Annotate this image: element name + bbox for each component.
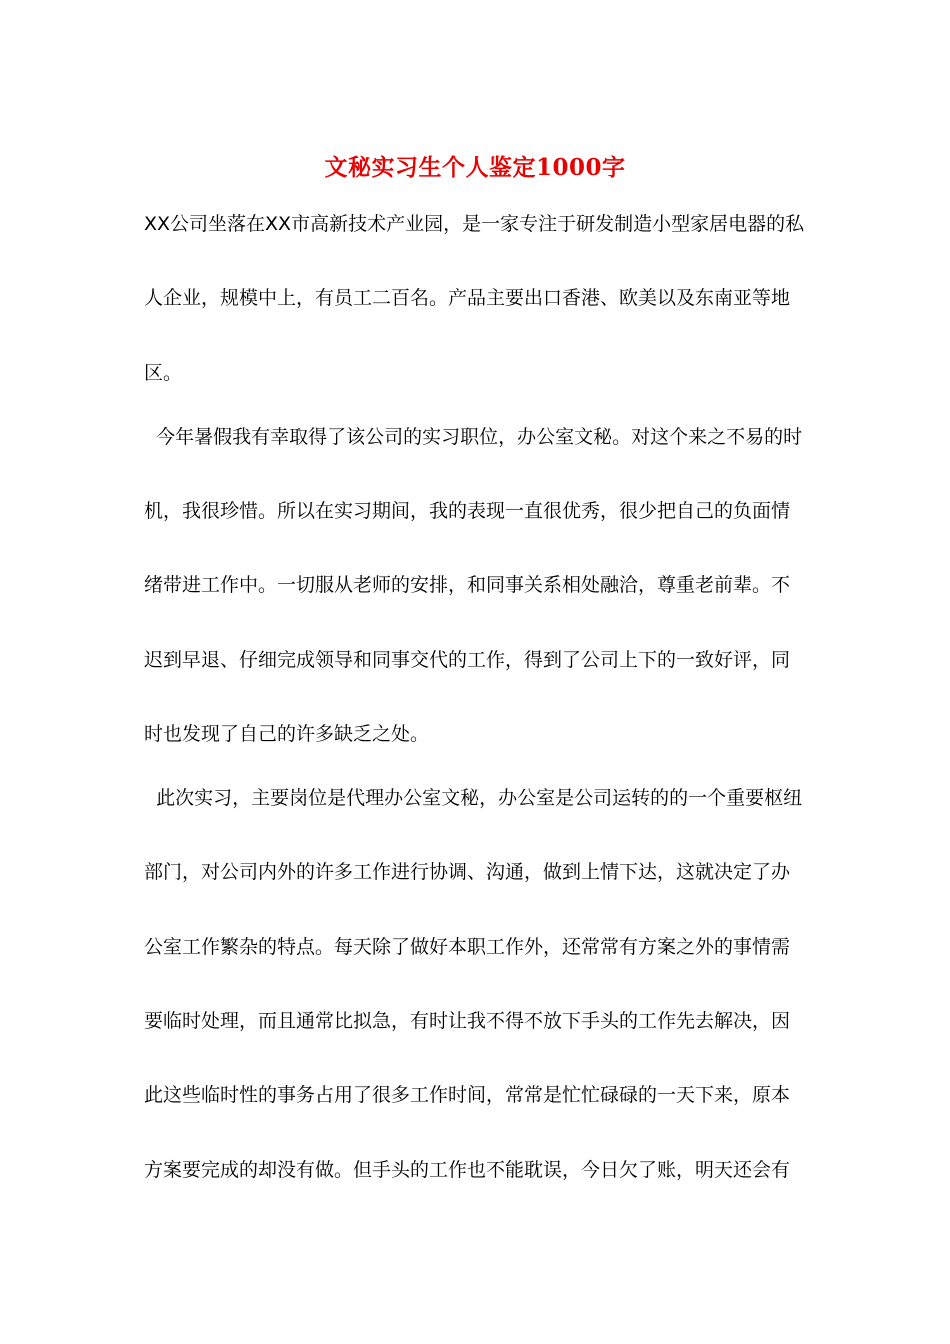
body-line-8: 时也发现了自己的许多缺乏之处。 bbox=[144, 723, 430, 745]
body-line-7: 迟到早退、仔细完成领导和同事交代的工作，得到了公司上下的一致好评，同 bbox=[144, 649, 791, 671]
body-line-9: 此次实习，主要岗位是代理办公室文秘，办公室是公司运转的的一个重要枢纽 bbox=[144, 787, 803, 809]
body-line-3: 区。 bbox=[144, 362, 183, 384]
body-line-2: 人企业，规模中上，有员工二百名。产品主要出口香港、欧美以及东南亚等地 bbox=[144, 287, 791, 309]
body-line-11: 公室工作繁杂的特点。每天除了做好本职工作外，还常常有方案之外的事情需 bbox=[144, 936, 791, 958]
body-line-5: 机，我很珍惜。所以在实习期间，我的表现一直很优秀，很少把自己的负面情 bbox=[144, 500, 791, 522]
document-title: 文秘实习生个人鉴定1000字 bbox=[324, 154, 626, 181]
body-line-13: 此这些临时性的事务占用了很多工作时间，常常是忙忙碌碌的一天下来，原本 bbox=[144, 1084, 791, 1106]
body-line-1: XX公司坐落在XX市高新技术产业园，是一家专注于研发制造小型家居电器的私 bbox=[144, 213, 805, 235]
body-line-6: 绪带进工作中。一切服从老师的安排，和同事关系相处融洽，尊重老前辈。不 bbox=[144, 574, 791, 596]
body-line-4: 今年暑假我有幸取得了该公司的实习职位，办公室文秘。对这个来之不易的时 bbox=[144, 426, 803, 448]
body-line-14: 方案要完成的却没有做。但手头的工作也不能耽误，今日欠了账，明天还会有 bbox=[144, 1159, 791, 1181]
body-line-12: 要临时处理，而且通常比拟急，有时让我不得不放下手头的工作先去解决，因 bbox=[144, 1010, 791, 1032]
body-line-10: 部门，对公司内外的许多工作进行协调、沟通，做到上情下达，这就决定了办 bbox=[144, 861, 791, 883]
